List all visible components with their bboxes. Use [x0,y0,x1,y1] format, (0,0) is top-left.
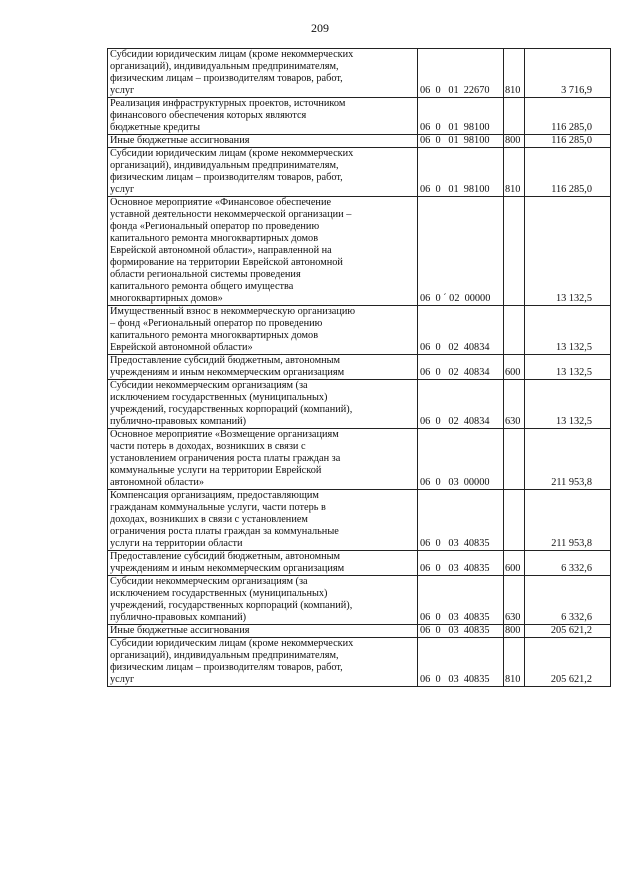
row-code: 06 0 01 98100 [418,98,504,135]
budget-table-body [108,49,611,687]
row-amount: 13 132,5 [525,306,611,355]
row-amount: 116 285,0 [525,148,611,197]
row-name: Предоставление субсидий бюджетным, автономным учреждениям и иным некоммерческим организациям [108,355,418,380]
table-row [108,355,611,380]
row-name: Субсидии некоммерческим организациям (за исключением государственных (муниципальных) учреждений, государственных корпораций (компаний), публично-правовых компаний) [108,576,418,625]
budget-table [107,48,611,687]
table-row [108,148,611,197]
row-amount: 116 285,0 [525,98,611,135]
row-expense-type [504,429,525,490]
row-code: 06 0 02 40834 [418,355,504,380]
row-amount: 211 953,8 [525,490,611,551]
row-code: 06 0 01 22670 [418,49,504,98]
row-amount: 205 621,2 [525,638,611,687]
table-row [108,429,611,490]
row-amount: 6 332,6 [525,576,611,625]
row-name: Субсидии юридическим лицам (кроме некоммерческих организаций), индивидуальным предпринимателям, физическим лицам – производителям товаров, работ, услуг [108,148,418,197]
row-name: Субсидии юридическим лицам (кроме некоммерческих организаций), индивидуальным предпринимателям, физическим лицам – производителям товаров, работ, услуг [108,49,418,98]
table-row [108,380,611,429]
table-row [108,49,611,98]
row-name: Субсидии некоммерческим организациям (за исключением государственных (муниципальных) учреждений, государственных корпораций (компаний), публично-правовых компаний) [108,380,418,429]
row-name: Предоставление субсидий бюджетным, автономным учреждениям и иным некоммерческим организациям [108,551,418,576]
row-code: 06 0 03 40835 [418,490,504,551]
row-code: 06 0 02 40834 [418,380,504,429]
row-amount: 211 953,8 [525,429,611,490]
table-row [108,638,611,687]
row-amount: 205 621,2 [525,625,611,638]
row-amount: 13 132,5 [525,380,611,429]
row-expense-type: 600 [504,355,525,380]
row-code: 06 0 02 40834 [418,306,504,355]
row-expense-type [504,306,525,355]
table-row [108,306,611,355]
row-code: 06 0 ˊ 02 00000 [418,197,504,306]
row-code: 06 0 01 98100 [418,148,504,197]
table-row [108,98,611,135]
page-number: 209 [311,21,329,35]
row-amount: 13 132,5 [525,197,611,306]
table-row [108,135,611,148]
table-row [108,551,611,576]
row-name: Реализация инфраструктурных проектов, источником финансового обеспечения которых являются бюджетные кредиты [108,98,418,135]
row-amount: 3 716,9 [525,49,611,98]
row-expense-type: 810 [504,638,525,687]
row-expense-type: 630 [504,576,525,625]
row-amount: 13 132,5 [525,355,611,380]
row-name: Компенсация организациям, предоставляющим гражданам коммунальные услуги, части потерь в доходах, возникших в связи с установлением ограничения роста платы граждан за коммунальные услуги на территории области [108,490,418,551]
row-name: Основное мероприятие «Возмещение организациям части потерь в доходах, возникших в связи с установлением ограничения роста платы граждан за коммунальные услуги на территории Еврейской автономной области» [108,429,418,490]
row-expense-type: 800 [504,625,525,638]
row-name: Имущественный взнос в некоммерческую организацию – фонд «Региональный оператор по проведению капитального ремонта многоквартирных домов Еврейской автономной области» [108,306,418,355]
row-expense-type: 630 [504,380,525,429]
table-row [108,625,611,638]
row-code: 06 0 03 40835 [418,551,504,576]
row-expense-type [504,98,525,135]
row-code: 06 0 03 40835 [418,625,504,638]
row-name: Иные бюджетные ассигнования [108,135,418,148]
row-expense-type: 810 [504,148,525,197]
table-row [108,197,611,306]
row-name: Иные бюджетные ассигнования [108,625,418,638]
row-code: 06 0 03 00000 [418,429,504,490]
table-row [108,490,611,551]
row-expense-type [504,197,525,306]
row-code: 06 0 03 40835 [418,638,504,687]
row-expense-type: 810 [504,49,525,98]
row-name: Основное мероприятие «Финансовое обеспечение уставной деятельности некоммерческой организации – фонда «Региональный оператор по проведению капитального ремонта многоквартирных домов Еврейской автономной области», направленной на формирование на территории Еврейской автономной области региональной системы проведения капитального ремонта общего имущества многоквартирных домов» [108,197,418,306]
row-amount: 6 332,6 [525,551,611,576]
row-name: Субсидии юридическим лицам (кроме некоммерческих организаций), индивидуальным предпринимателям, физическим лицам – производителям товаров, работ, услуг [108,638,418,687]
row-code: 06 0 01 98100 [418,135,504,148]
row-expense-type [504,490,525,551]
row-amount: 116 285,0 [525,135,611,148]
table-row [108,576,611,625]
row-expense-type: 800 [504,135,525,148]
row-expense-type: 600 [504,551,525,576]
row-code: 06 0 03 40835 [418,576,504,625]
